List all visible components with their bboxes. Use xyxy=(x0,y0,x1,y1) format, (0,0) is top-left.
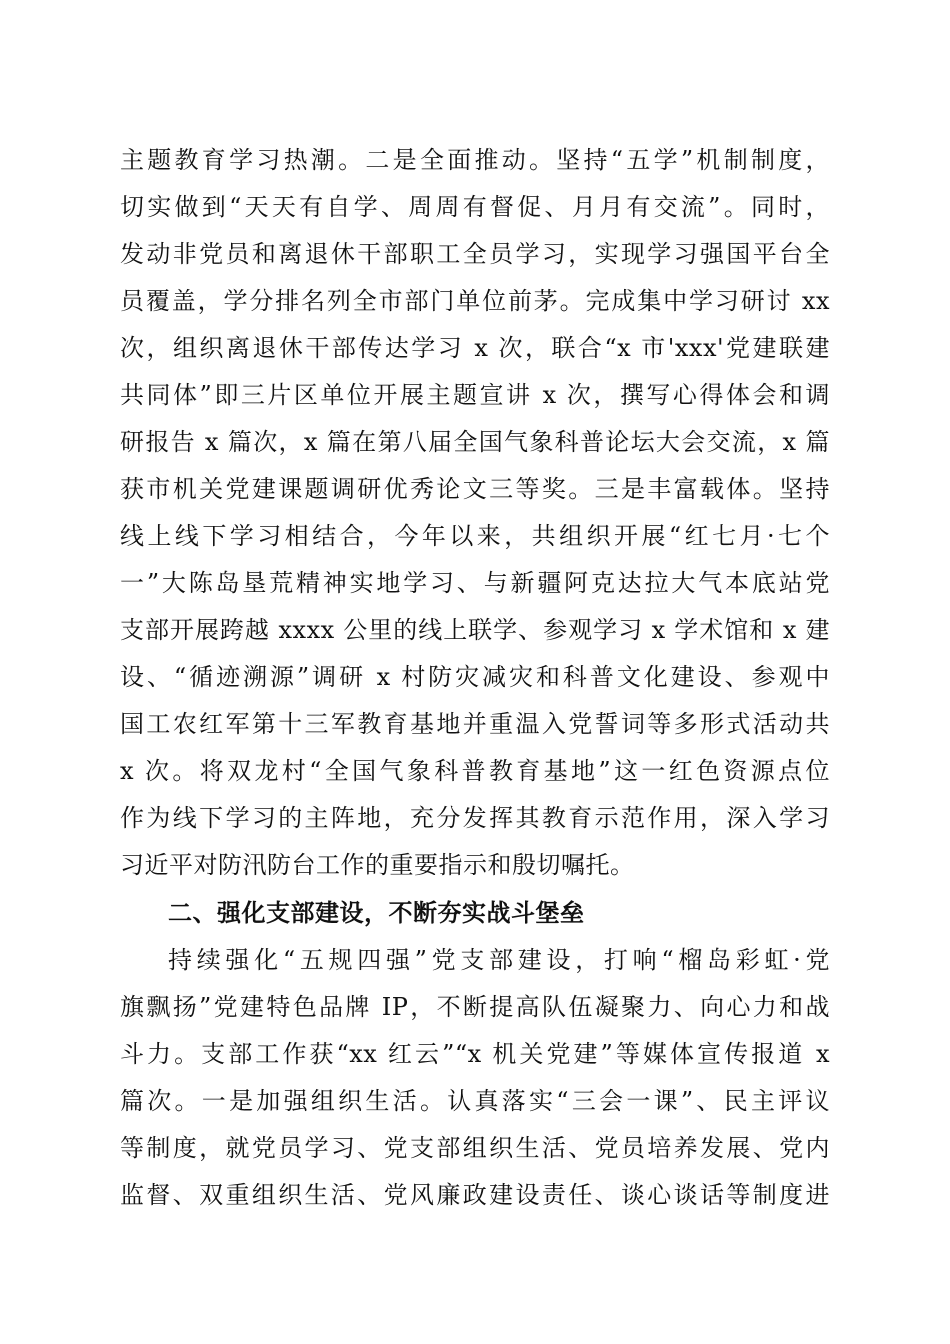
paragraph-1-line-11: 支部开展跨越 xxxx 公里的线上联学、参观学习 x 学术馆和 x 建 xyxy=(120,616,830,644)
paragraph-1-line-4: 员覆盖，学分排名列全市部门单位前茅。完成集中学习研讨 xx xyxy=(120,287,830,315)
paragraph-1-line-3: 发动非党员和离退休干部职工全员学习，实现学习强国平台全 xyxy=(120,240,830,268)
paragraph-1-line-7: 研报告 x 篇次，x 篇在第八届全国气象科普论坛大会交流，x 篇 xyxy=(120,428,830,456)
paragraph-1-line-16: 习近平对防汛防台工作的重要指示和殷切嘱托。 xyxy=(120,851,635,879)
paragraph-1-line-8: 获市机关党建课题调研优秀论文三等奖。三是丰富载体。坚持 xyxy=(120,475,830,503)
paragraph-1-line-12: 设、“循迹溯源”调研 x 村防灾减灾和科普文化建设、参观中 xyxy=(120,663,830,691)
paragraph-1-line-6: 共同体”即三片区单位开展主题宣讲 x 次，撰写心得体会和调 xyxy=(120,381,830,409)
paragraph-1-line-14: x 次。将双龙村“全国气象科普教育基地”这一红色资源点位 xyxy=(120,757,830,785)
paragraph-1-line-13: 国工农红军第十三军教育基地并重温入党誓词等多形式活动共 xyxy=(120,710,830,738)
paragraph-2-line-1: 持续强化“五规四强”党支部建设，打响“榴岛彩虹·党 xyxy=(168,946,830,974)
section-heading: 二、强化支部建设，不断夯实战斗堡垒 xyxy=(168,899,585,927)
paragraph-2-line-2: 旗飘扬”党建特色品牌 IP，不断提高队伍凝聚力、向心力和战 xyxy=(120,993,830,1021)
paragraph-2-line-3: 斗力。支部工作获“xx 红云”“x 机关党建”等媒体宣传报道 x xyxy=(120,1040,830,1068)
paragraph-1-line-2: 切实做到“天天有自学、周周有督促、月月有交流”。同时， xyxy=(120,193,830,221)
paragraph-1-line-1: 主题教育学习热潮。二是全面推动。坚持“五学”机制制度， xyxy=(120,146,830,174)
paragraph-1-line-10: 一”大陈岛垦荒精神实地学习、与新疆阿克达拉大气本底站党 xyxy=(120,569,830,597)
paragraph-1-line-15: 作为线下学习的主阵地，充分发挥其教育示范作用，深入学习 xyxy=(120,804,830,832)
paragraph-2-line-4: 篇次。一是加强组织生活。认真落实“三会一课”、民主评议 xyxy=(120,1087,830,1115)
paragraph-1-line-5: 次，组织离退休干部传达学习 x 次，联合“x 市'xxx'党建联建 xyxy=(120,334,830,362)
paragraph-2-line-6: 监督、双重组织生活、党风廉政建设责任、谈心谈话等制度进 xyxy=(120,1181,830,1209)
paragraph-1-line-9: 线上线下学习相结合，今年以来，共组织开展“红七月·七个 xyxy=(120,522,830,550)
paragraph-2-line-5: 等制度，就党员学习、党支部组织生活、党员培养发展、党内 xyxy=(120,1134,830,1162)
